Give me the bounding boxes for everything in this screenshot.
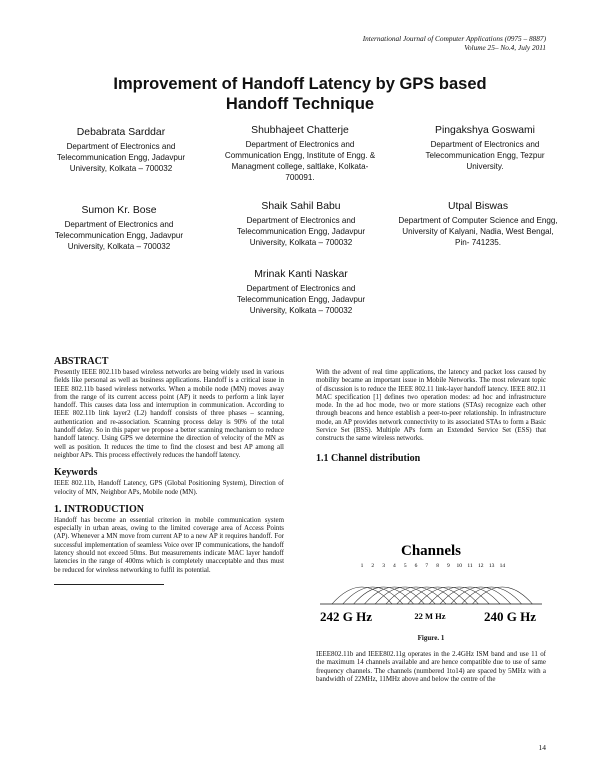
author-name: Utpal Biswas	[447, 201, 509, 212]
channel-distribution-heading: 1.1 Channel distribution	[316, 452, 421, 464]
author-name: Shubhajeet Chatterje	[251, 125, 349, 136]
author-1	[50, 126, 192, 174]
author-affiliation: Department of Electronics and Telecommunication Engg, Jadavpur University, Kolkata – 700032	[56, 142, 186, 173]
author-name: Mrinak Kanti Naskar	[254, 269, 348, 280]
introduction-text: Handoff has become an essential criterion in mobile communication system especially in urban areas, owing to the limited coverage area of Access Points (AP). Whenever a MN move from current AP to a new AP it requires handoff. For successful implementation of seamless Voice over IP communications, the handoff latency should not exceed 50ms. But measurements indicate MAC layer handoff latencies in the range of 400ms which is completely unacceptable and thus must be reduced for wireless networking to fulfil its potential.	[54, 515, 284, 574]
author-2	[220, 124, 380, 183]
author-4	[46, 204, 192, 252]
author-affiliation: Department of Electronics and Telecommunication Engg, Jadavpur University, Kolkata – 700032	[236, 284, 366, 315]
page-number: 14	[538, 743, 546, 752]
right-paragraph-2: IEEE802.11b and IEEE802.11g operates in the 2.4GHz ISM band and use 11 of the maximum 14 channels available and are hence compatible due to use of same frequency channels. The channels (numbered 1to14) are spaced by 5MHz with a bandwidth of 22MHz, 11MHz above and below the centre of the	[316, 650, 546, 683]
author-name: Sumon Kr. Bose	[81, 205, 157, 216]
author-affiliation: Department of Electronics and Telecommunication Engg, Tezpur University.	[425, 140, 545, 171]
paper-title-line1: Improvement of Handoff Latency by GPS based	[113, 75, 487, 93]
figure-title: Channels	[400, 543, 462, 559]
channel-number: 9	[447, 563, 450, 569]
channel-number: 12	[478, 563, 484, 569]
channel-number: 1	[360, 563, 364, 569]
footnote-divider	[54, 584, 164, 585]
channel-number: 7	[425, 563, 429, 569]
channel-number: 6	[414, 563, 418, 569]
author-affiliation: Department of Electronics and Telecommunication Engg, Jadavpur University, Kolkata – 700032	[54, 220, 184, 251]
author-name: Pingakshya Goswami	[435, 125, 535, 136]
channel-number: 13	[488, 563, 495, 569]
channel-arcs	[332, 587, 532, 604]
left-column	[54, 356, 284, 585]
channel-number: 11	[467, 563, 473, 569]
channel-number: 8	[436, 563, 439, 569]
channel-numbers	[361, 563, 506, 569]
paper-title-line2: Handoff Technique	[225, 95, 375, 113]
journal-header: International Journal of Computer Applications (0975 – 8887)	[362, 34, 546, 43]
channel-number: 2	[371, 563, 375, 569]
abstract-text: Presently IEEE 802.11b based wireless networks are being widely used in various fields like personal as well as business applications. Handoff is a critical issue in IEEE 802.11b based wireless networks. When a mobile node (MN) moves away from the range of its current access point (AP) it needs to perform a link layer handoff. This causes data loss and interruption in communication. According to IEEE 802.11b link layer2 (L2) handoff consists of three phases – scanning, authentication and re-association. Scanning process delay is 90% of the total handoff delay. So in this paper we propose a better scanning mechanism to reduce handoff latency. Using GPS we determine the direction of velocity of the MN as well as position. It reduces the time to find the closest and best AP among all neighbor APs. This process effectively reduces the handoff latency.	[54, 368, 284, 459]
author-6	[396, 200, 560, 248]
figure-caption: Figure. 1	[417, 634, 445, 642]
keywords-heading: Keywords	[54, 467, 98, 479]
channel-number: 10	[456, 563, 462, 569]
bandwidth-label: 22 M Hz	[414, 611, 446, 621]
channels-figure	[316, 540, 546, 630]
right-column-continued	[316, 650, 546, 683]
volume-header: Volume 25– No.4, July 2011	[464, 43, 546, 52]
author-name: Shaik Sahil Babu	[261, 201, 341, 212]
author-affiliation: Department of Computer Science and Engg, University of Kalyani, Nadia, West Bengal, Pin- 741235.	[398, 216, 558, 247]
channel-number: 3	[382, 563, 385, 569]
channel-number: 4	[393, 563, 396, 569]
author-name: Debabrata Sarddar	[76, 127, 166, 138]
author-affiliation: Department of Electronics and Telecommunication Engg, Jadavpur University, Kolkata – 700032	[236, 216, 366, 247]
channel-number: 5	[403, 563, 407, 569]
keywords-text: IEEE 802.11b, Handoff Latency, GPS (Global Positioning System), Direction of velocity of MN, Neighbor APs, Mobile node (MN).	[54, 479, 284, 496]
author-7	[222, 268, 380, 316]
author-affiliation: Department of Electronics and Communication Engg, Institute of Engg. & Managment college, saltlake, Kolkata-700091.	[224, 140, 376, 182]
right-column	[316, 368, 546, 465]
left-frequency-label: 242 G Hz	[320, 609, 372, 624]
author-3	[412, 124, 558, 172]
abstract-heading: ABSTRACT	[54, 356, 109, 367]
introduction-heading: 1. INTRODUCTION	[54, 503, 145, 515]
channel-number: 14	[499, 563, 506, 569]
right-frequency-label: 240 G Hz	[484, 609, 536, 624]
right-paragraph-1: With the advent of real time applications, the latency and packet loss caused by mobility became an important issue in Mobile Networks. The most relevant topic of discussion is to reduce the IEEE 802.11 link-layer handoff latency. IEEE 802.11 MAC specification [1] defines two operation modes: ad hoc and infrastructure mode. In the ad hoc mode, two or more stations (STAs) recognize each other through beacons and hence establish a peer-to-peer relationship. In infrastructure mode, an AP provides network connectivity to its associated STAs to form a Basic Service Set (BSS). Multiple APs form an Extended Service Set (ESS) that constructs the same wireless networks.	[316, 368, 546, 443]
author-5	[222, 200, 380, 248]
